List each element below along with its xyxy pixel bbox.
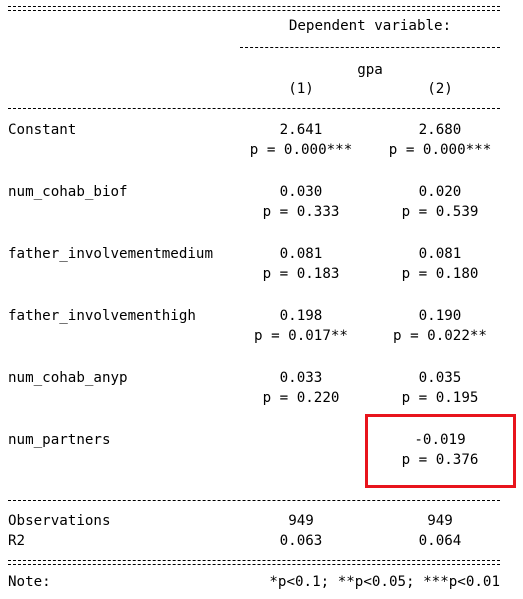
num-partners-m2-p: p = 0.376 [401, 452, 479, 468]
father-involvement-high-m2-coef: 0.190 [418, 308, 462, 324]
row-label-num-partners: num_partners [8, 432, 111, 448]
num-cohab-biof-m1-p: p = 0.333 [262, 204, 340, 220]
row-label-num-cohab-anyp: num_cohab_anyp [8, 370, 128, 386]
r2-m1: 0.063 [279, 533, 323, 549]
num-cohab-biof-m2-coef: 0.020 [418, 184, 462, 200]
constant-m1-p: p = 0.000*** [249, 142, 353, 158]
constant-m2-coef: 2.680 [418, 122, 462, 138]
row-label-num-cohab-biof: num_cohab_biof [8, 184, 128, 200]
constant-m2-p: p = 0.000*** [388, 142, 492, 158]
constant-m1-coef: 2.641 [279, 122, 323, 138]
model-1-header: (1) [288, 81, 314, 97]
father-involvement-medium-m2-coef: 0.081 [418, 246, 462, 262]
father-involvement-high-m2-p: p = 0.022** [393, 328, 487, 344]
bottom-double-rule [8, 560, 500, 565]
row-label-r2: R2 [8, 533, 26, 549]
header-bottom-rule [8, 108, 500, 109]
header-rule [240, 47, 500, 48]
dependent-variable-name: gpa [357, 62, 383, 78]
row-label-father-involvement-high: father_involvementhigh [8, 308, 196, 324]
note-label: Note: [8, 574, 51, 590]
father-involvement-medium-m1-p: p = 0.183 [262, 266, 340, 282]
num-partners-m1-coef [241, 430, 361, 450]
dependent-variable-label: Dependent variable: [288, 18, 452, 34]
note-text: *p<0.1; **p<0.05; ***p<0.01 [269, 574, 500, 590]
top-double-rule [8, 6, 500, 11]
observations-m1: 949 [288, 513, 314, 529]
stats-rule [8, 500, 500, 501]
father-involvement-medium-m1-coef: 0.081 [279, 246, 323, 262]
num-cohab-anyp-m1-coef: 0.033 [279, 370, 323, 386]
observations-m2: 949 [427, 513, 453, 529]
highlight-box [365, 414, 516, 488]
num-partners-m1-p [241, 450, 361, 470]
father-involvement-medium-m2-p: p = 0.180 [401, 266, 479, 282]
num-cohab-anyp-m2-p: p = 0.195 [401, 390, 479, 406]
father-involvement-high-m1-p: p = 0.017** [254, 328, 348, 344]
row-label-constant: Constant [8, 122, 77, 138]
father-involvement-high-m1-coef: 0.198 [279, 308, 323, 324]
model-2-header: (2) [427, 81, 453, 97]
num-cohab-biof-m1-coef: 0.030 [279, 184, 323, 200]
row-label-father-involvement-medium: father_involvementmedium [8, 246, 213, 262]
r2-m2: 0.064 [418, 533, 462, 549]
num-cohab-anyp-m2-coef: 0.035 [418, 370, 462, 386]
num-cohab-anyp-m1-p: p = 0.220 [262, 390, 340, 406]
num-partners-m2-coef: -0.019 [414, 432, 466, 448]
row-label-observations: Observations [8, 513, 111, 529]
num-cohab-biof-m2-p: p = 0.539 [401, 204, 479, 220]
